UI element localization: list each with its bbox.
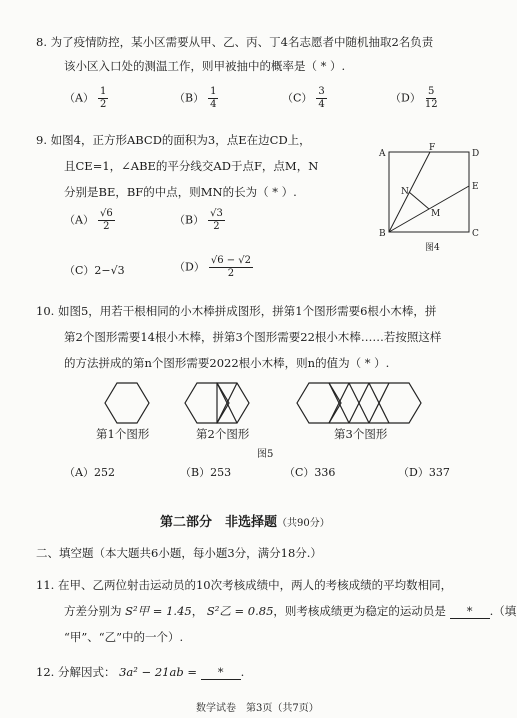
figure-1-hexagon (105, 383, 149, 423)
figure-5-caption: 图5 (257, 449, 274, 460)
q9-line2: 且CE=1，∠ABE的平分线交AD于点F，点M，N (64, 159, 319, 173)
figure-2-label: 第2个图形 (196, 427, 250, 441)
figure-5 (90, 378, 470, 433)
q11-line1: 11. 在甲、乙两位射击运动员的10次考核成绩中，两人的考核成绩的平均数相同， (36, 578, 453, 592)
q8-line1: 8. 为了疫情防控，某小区需要从甲、乙、丙、丁4名志愿者中随机抽取2名负责 (36, 35, 434, 49)
q11-line2: 方差分别为 S²甲 = 1.45， S²乙 = 0.85，则考核成绩更为稳定的运动员是 * .（填 (64, 604, 517, 618)
q10-option-b: （B）253 (180, 466, 232, 479)
variance-yi: S²乙 = 0.85 (206, 604, 274, 618)
label-d: D (472, 149, 480, 159)
q12-answer-blank[interactable]: * (201, 665, 241, 680)
q10-option-d: （D）337 (398, 466, 450, 479)
q9-option-d: （D） $\frac{√6 - √2}{2}$ (174, 255, 252, 279)
q10-option-a: （A）252 (64, 466, 115, 479)
q8-option-b: （B） $\frac{1}{4}$ (174, 86, 217, 110)
q10-line1: 10. 如图5，用若干根相同的小木棒拼成图形，拼第1个图形需要6根小木棒，拼 (36, 304, 437, 318)
label-a: A (379, 149, 386, 159)
figure-1-label: 第1个图形 (96, 427, 150, 441)
q10-line2: 第2个图形需要14根小木棒，拼第3个图形需要22根小木棒……若按照这样 (64, 330, 442, 344)
q8-option-a: （A） $\frac{1}{2}$ (64, 86, 107, 110)
q8-option-d: （D） $\frac{5}{12}$ (390, 86, 438, 110)
q9-line1: 9. 如图4，正方形ABCD的面积为3，点E在边CD上， (36, 133, 311, 147)
q8-line2: 该小区入口处的测温工作，则甲被抽中的概率是（ * ）. (64, 59, 346, 73)
figure-2-shape (185, 383, 249, 423)
q9-option-c: （C）2−√3 (64, 264, 125, 277)
part2-score: （共90分） (277, 518, 330, 529)
part2-title: 第二部分 非选择题 (160, 515, 278, 530)
q9-option-a: （A） $\frac{√6}{2}$ (64, 208, 113, 232)
q8-option-c: （C） $\frac{3}{4}$ (282, 86, 325, 110)
page-footer: 数学试卷 第3页（共7页） (196, 703, 319, 714)
figure-4 (375, 140, 485, 255)
q11-answer-blank[interactable]: * (450, 604, 490, 619)
figure-3-shape (297, 383, 421, 423)
q12-line: 12. 分解因式： 3a² − 21ab = * . (36, 665, 245, 679)
q12-expression: 3a² − 21ab = (119, 665, 197, 679)
section2-title: 二、填空题（本大题共6小题，每小题3分，满分18分.） (36, 546, 322, 560)
segment-mn (409, 192, 429, 209)
variance-jia: S²甲 = 1.45 (125, 604, 192, 618)
figure-3-label: 第3个图形 (334, 427, 388, 441)
label-f: F (429, 143, 436, 153)
label-e: E (472, 182, 479, 192)
label-b: B (379, 229, 386, 239)
figure-4-caption: 图4 (425, 243, 440, 253)
part2-heading (160, 511, 330, 530)
q10-option-c: （C）336 (284, 466, 336, 479)
label-c: C (472, 229, 479, 239)
q9-option-b: （B） $\frac{√3}{2}$ (174, 208, 223, 232)
q10-line3: 的方法拼成的第n个图形需要2022根小木棒，则n的值为（ * ）. (64, 356, 390, 370)
q11-line3: “甲”、“乙”中的一个）. (64, 630, 184, 644)
q9-line3: 分别是BE，BF的中点，则MN的长为（ * ）. (64, 185, 297, 199)
label-n: N (401, 187, 409, 197)
label-m: M (431, 209, 441, 219)
